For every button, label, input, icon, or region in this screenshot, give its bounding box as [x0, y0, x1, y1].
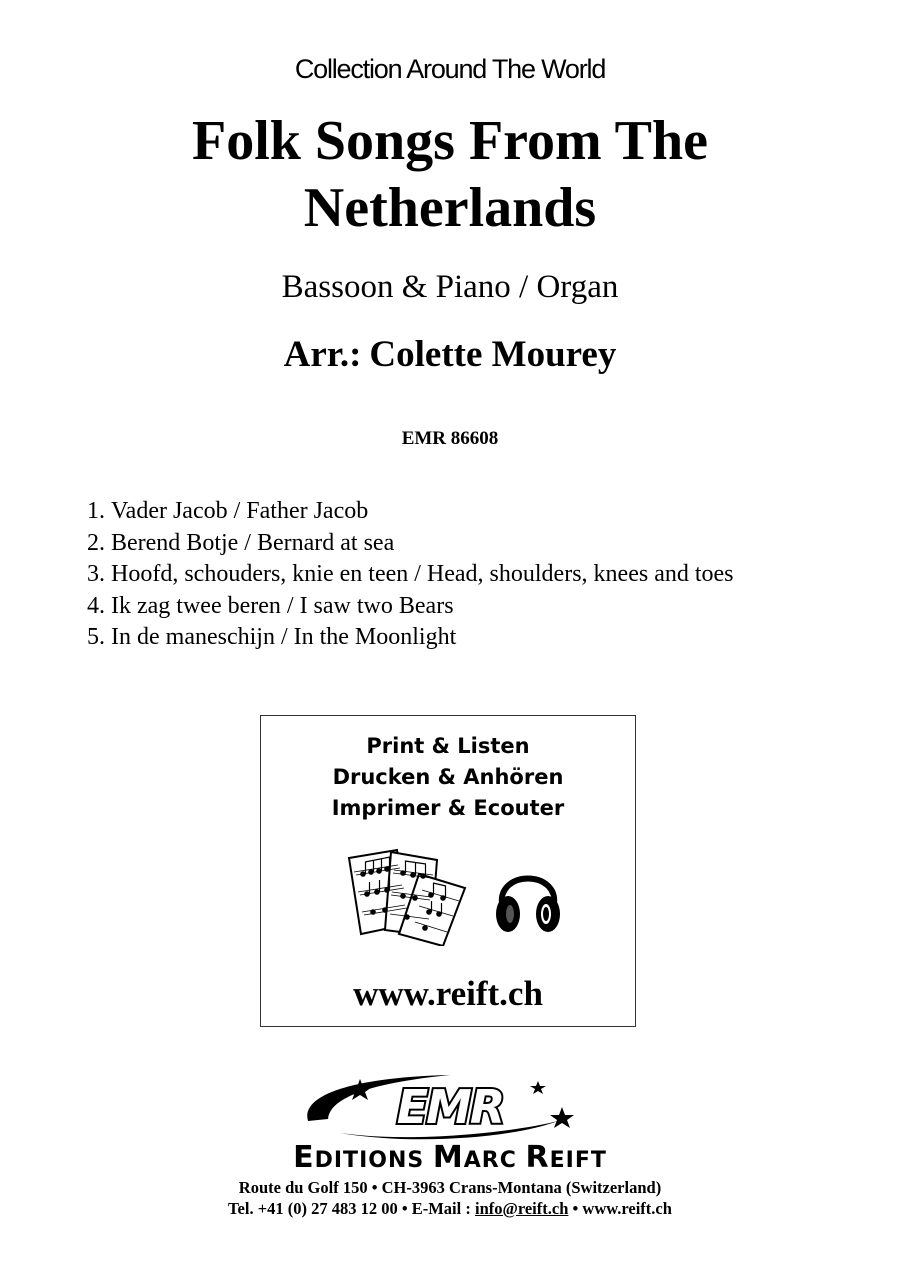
publisher-name — [230, 1142, 670, 1172]
song-number: 3. — [87, 561, 105, 587]
song-title: Ik zag twee beren / I saw two Bears — [111, 592, 454, 619]
page-title — [0, 108, 900, 242]
publisher-name-part-arc: ARC — [463, 1148, 526, 1172]
title-line-2: Netherlands — [303, 177, 597, 239]
song-item — [87, 528, 867, 560]
publisher-name-initial-e: E — [293, 1142, 315, 1172]
catalog-number: EMR 86608 — [401, 428, 499, 449]
headphones-icon — [493, 858, 563, 936]
song-title: Vader Jacob / Father Jacob — [111, 498, 369, 524]
promo-line-french: Imprimer & Ecouter — [331, 796, 565, 820]
publisher-name-initial-r: R — [525, 1142, 550, 1172]
svg-text:EDITIONS MARC REIFT — [293, 1142, 607, 1172]
instrumentation: Bassoon & Piano / Organ — [281, 269, 619, 305]
emr-logo-text: EMR — [396, 1080, 504, 1134]
song-item — [87, 622, 867, 654]
song-title: Hoofd, schouders, knie en teen / Head, shoulders, knees and toes — [111, 561, 734, 587]
promo-line-english: Print & Listen — [366, 734, 530, 758]
emr-logo — [300, 1073, 590, 1143]
publisher-contact — [0, 1198, 900, 1219]
song-list — [87, 496, 867, 654]
arranger-name: Colette Mourey — [369, 334, 617, 375]
promo-url[interactable]: www.reift.ch — [353, 974, 543, 1013]
song-number: 5. — [87, 624, 105, 650]
title-line-1: Folk Songs From The — [191, 110, 709, 172]
contact-phone: Tel. +41 (0) 27 483 12 00 • E-Mail : — [228, 1199, 475, 1218]
song-number: 2. — [87, 529, 105, 556]
publisher-address: Route du Golf 150 • CH-3963 Crans-Montana (Switzerland) — [238, 1178, 662, 1197]
song-item — [87, 591, 867, 623]
contact-web[interactable]: • www.reift.ch — [568, 1199, 672, 1218]
publisher-name-part-ditions: DITIONS — [314, 1148, 433, 1172]
publisher-name-initial-m: M — [432, 1142, 464, 1172]
song-number: 1. — [87, 498, 105, 524]
promo-line-german: Drucken & Anhören — [332, 765, 564, 789]
song-title: Berend Botje / Bernard at sea — [111, 529, 395, 556]
sheet-music-icon — [339, 846, 469, 946]
arranger-label: Arr.: — [283, 334, 362, 375]
print-listen-box — [260, 715, 636, 1027]
song-item — [87, 559, 867, 591]
arranger — [0, 333, 900, 377]
contact-email-link[interactable]: info@reift.ch — [474, 1199, 569, 1218]
song-title: In de maneschijn / In the Moonlight — [111, 624, 457, 650]
song-number: 4. — [87, 592, 105, 619]
publisher-name-part-eift: EIFT — [549, 1148, 607, 1172]
song-item — [87, 496, 867, 528]
series-title: Collection Around The World — [294, 54, 606, 84]
